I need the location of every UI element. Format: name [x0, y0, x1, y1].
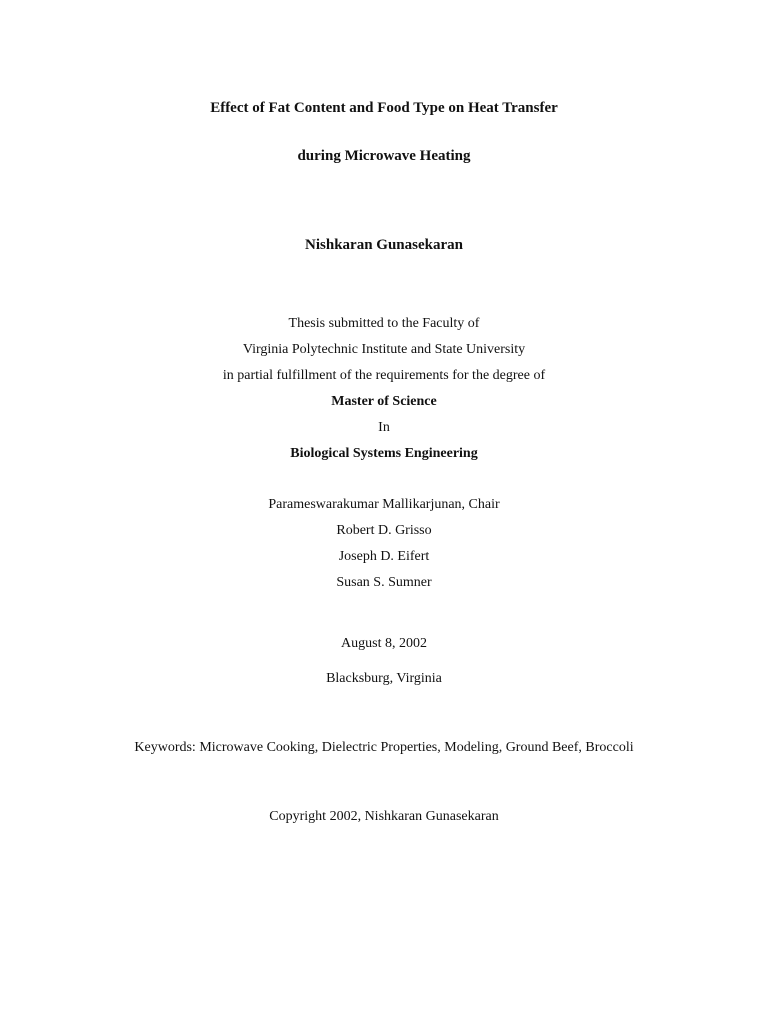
committee-member-4: Susan S. Sumner: [336, 575, 432, 590]
submission-date: August 8, 2002: [341, 636, 427, 651]
degree-in: In: [378, 420, 390, 435]
submission-location: Blacksburg, Virginia: [326, 671, 442, 686]
author-name: Nishkaran Gunasekaran: [305, 237, 463, 253]
title-line-2: during Microwave Heating: [297, 148, 471, 164]
committee-member-chair: Parameswarakumar Mallikarjunan, Chair: [268, 497, 500, 512]
copyright: Copyright 2002, Nishkaran Gunasekaran: [269, 809, 499, 824]
submission-line-2: Virginia Polytechnic Institute and State University: [242, 342, 526, 357]
committee-member-2: Robert D. Grisso: [336, 523, 432, 538]
submission-line-1: Thesis submitted to the Faculty of: [288, 316, 480, 331]
title-line-1: Effect of Fat Content and Food Type on Heat Transfer: [210, 100, 558, 116]
department-name: Biological Systems Engineering: [290, 446, 478, 461]
committee-member-3: Joseph D. Eifert: [338, 549, 430, 564]
keywords: Keywords: Microwave Cooking, Dielectric Properties, Modeling, Ground Beef, Broccoli: [134, 740, 634, 755]
submission-line-3: in partial fulfillment of the requirements for the degree of: [222, 368, 546, 383]
degree-name: Master of Science: [331, 394, 437, 409]
